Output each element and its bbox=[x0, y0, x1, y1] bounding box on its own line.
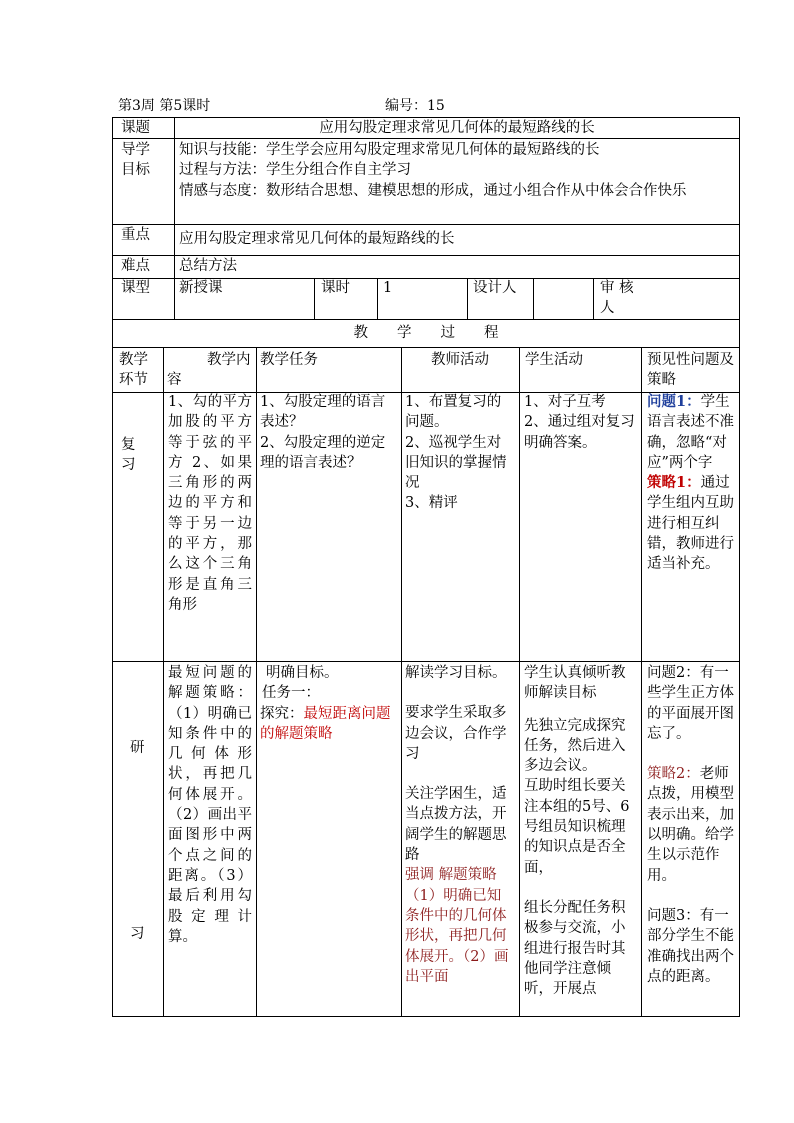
review-task-2: 2、勾股定理的逆定理的语言表述？ bbox=[260, 434, 386, 471]
study-task-2: 任务一： bbox=[262, 685, 320, 702]
type-label: 课型 bbox=[121, 280, 150, 296]
strategy-2-label: 策略2： bbox=[647, 766, 700, 783]
key-label: 重点 bbox=[121, 227, 150, 243]
review-student-2: 2、通过组对复习明确答案。 bbox=[524, 414, 635, 451]
col-student: 学生活动 bbox=[525, 352, 583, 368]
issue-1-label: 问题1： bbox=[647, 393, 701, 410]
goals-label: 导学目标 bbox=[121, 142, 150, 179]
col-issues: 预见性问题及策略 bbox=[647, 352, 734, 389]
study-teacher-1: 解读学习目标。 bbox=[405, 665, 507, 681]
issue-3-label: 问题3： bbox=[647, 907, 700, 924]
study-task-3-highlight: 最短距离问题的解题策略 bbox=[260, 705, 391, 742]
difficulty-label: 难点 bbox=[121, 258, 150, 274]
study-issues bbox=[647, 663, 735, 987]
review-task-1: 1、勾股定理的语言表述？ bbox=[260, 394, 386, 431]
type-value: 新授课 bbox=[179, 280, 223, 296]
review-teacher bbox=[405, 392, 515, 514]
review-content: 1、勾的平方加股的平方等于弦的平方 2、如果三角形的两边的平方和等于另一边的平方，那么这个三角形是直角三角形 bbox=[168, 394, 252, 613]
review-teacher-3: 3、精评 bbox=[405, 495, 458, 512]
designer-label: 设计人 bbox=[473, 280, 517, 296]
study-task-3-prefix: 探究： bbox=[260, 705, 304, 722]
study-stage-2: 习 bbox=[130, 926, 145, 942]
study-student-4: 组长分配任务积极参与交流，小组进行报告时其他同学注意倾听，开展点 bbox=[524, 899, 626, 998]
study-student-2: 先独立完成探究任务，然后进入多边会议。 bbox=[524, 717, 626, 775]
reviewer-label: 审 核 人 bbox=[600, 280, 634, 317]
issue-1-text: 学生语言表述不准确，忽略“对应”两个字 bbox=[647, 394, 734, 471]
study-student-1: 学生认真倾听教师解读目标 bbox=[524, 665, 626, 702]
difficulty-value: 总结方法 bbox=[179, 258, 237, 274]
issue-2-label: 问题2： bbox=[647, 665, 700, 681]
lesson-number: 编号：15 bbox=[385, 98, 445, 114]
hours-value: 1 bbox=[383, 280, 393, 296]
col-stage: 教学环节 bbox=[119, 352, 148, 389]
study-task-1: 明确目标。 bbox=[266, 665, 339, 681]
topic-label: 课题 bbox=[121, 120, 150, 136]
lesson-plan-table bbox=[112, 117, 740, 1017]
goal-process: 过程与方法：学生分组合作自主学习 bbox=[179, 162, 411, 179]
hours-label: 课时 bbox=[321, 280, 350, 296]
col-teacher: 教师活动 bbox=[431, 352, 489, 368]
study-teacher-4: 强调 解题策略 （1）明确已知条件中的几何体形状，再把几何体展开。（2）画出平面 bbox=[405, 867, 509, 985]
review-student bbox=[524, 392, 640, 453]
review-stage: 复习 bbox=[121, 437, 136, 474]
goal-attitude: 情感与态度：数形结合思想、建模思想的形成，通过小组合作从中体会合作快乐 bbox=[179, 182, 687, 199]
issue-3-text: 有一部分学生不能准确找出两个点的距离。 bbox=[647, 907, 734, 985]
strategy-1-text: 通过学生组内互助进行相互纠错，教师进行适当补充。 bbox=[647, 475, 734, 573]
goal-knowledge: 知识与技能：学生学会应用勾股定理求常见几何体的最短路线的长 bbox=[179, 142, 600, 158]
issue-2-text: 有一些学生正方体的平面展开图忘了。 bbox=[647, 665, 734, 742]
topic-value: 应用勾股定理求常见几何体的最短路线的长 bbox=[319, 120, 595, 136]
study-student-3: 互助时组长要关注本组的5号、6号组员知识梳理的知识点是否全面， bbox=[524, 778, 630, 876]
col-task: 教学任务 bbox=[260, 352, 318, 368]
review-student-1: 1、对子互考 bbox=[524, 394, 606, 410]
strategy-1-label: 策略1： bbox=[647, 474, 701, 492]
process-title: 教 学 过 程 bbox=[353, 325, 499, 341]
study-task bbox=[260, 663, 396, 744]
study-student bbox=[524, 663, 638, 999]
goals-text bbox=[179, 140, 734, 201]
strategy-2-text: 老师点拨，用模型表示出来，加以明确。给学生以示范作用。 bbox=[647, 766, 734, 884]
study-teacher-3: 关注学困生，适当点拨方法，开阔学生的解题思路 bbox=[405, 786, 507, 864]
study-teacher bbox=[405, 663, 515, 987]
week-lesson: 第3周 第5课时 bbox=[118, 98, 211, 114]
col-content: 教学内容 bbox=[167, 352, 251, 389]
review-teacher-2: 2、巡视学生对旧知识的掌握情况 bbox=[405, 434, 507, 492]
study-content: 最短问题的解题策略：（1）明确已知条件中的几何体形状，再把几何体展开。（2）画出平面图形中两个点之间的距离。（3）最后利用勾股定理计算。 bbox=[168, 665, 252, 945]
study-stage-1: 研 bbox=[130, 740, 145, 756]
review-teacher-1: 1、布置复习的问题。 bbox=[405, 394, 502, 431]
review-issues bbox=[647, 392, 735, 575]
study-teacher-2: 要求学生采取多边会议，合作学习 bbox=[405, 705, 507, 762]
review-task bbox=[260, 392, 396, 473]
key-value: 应用勾股定理求常见几何体的最短路线的长 bbox=[179, 231, 455, 247]
